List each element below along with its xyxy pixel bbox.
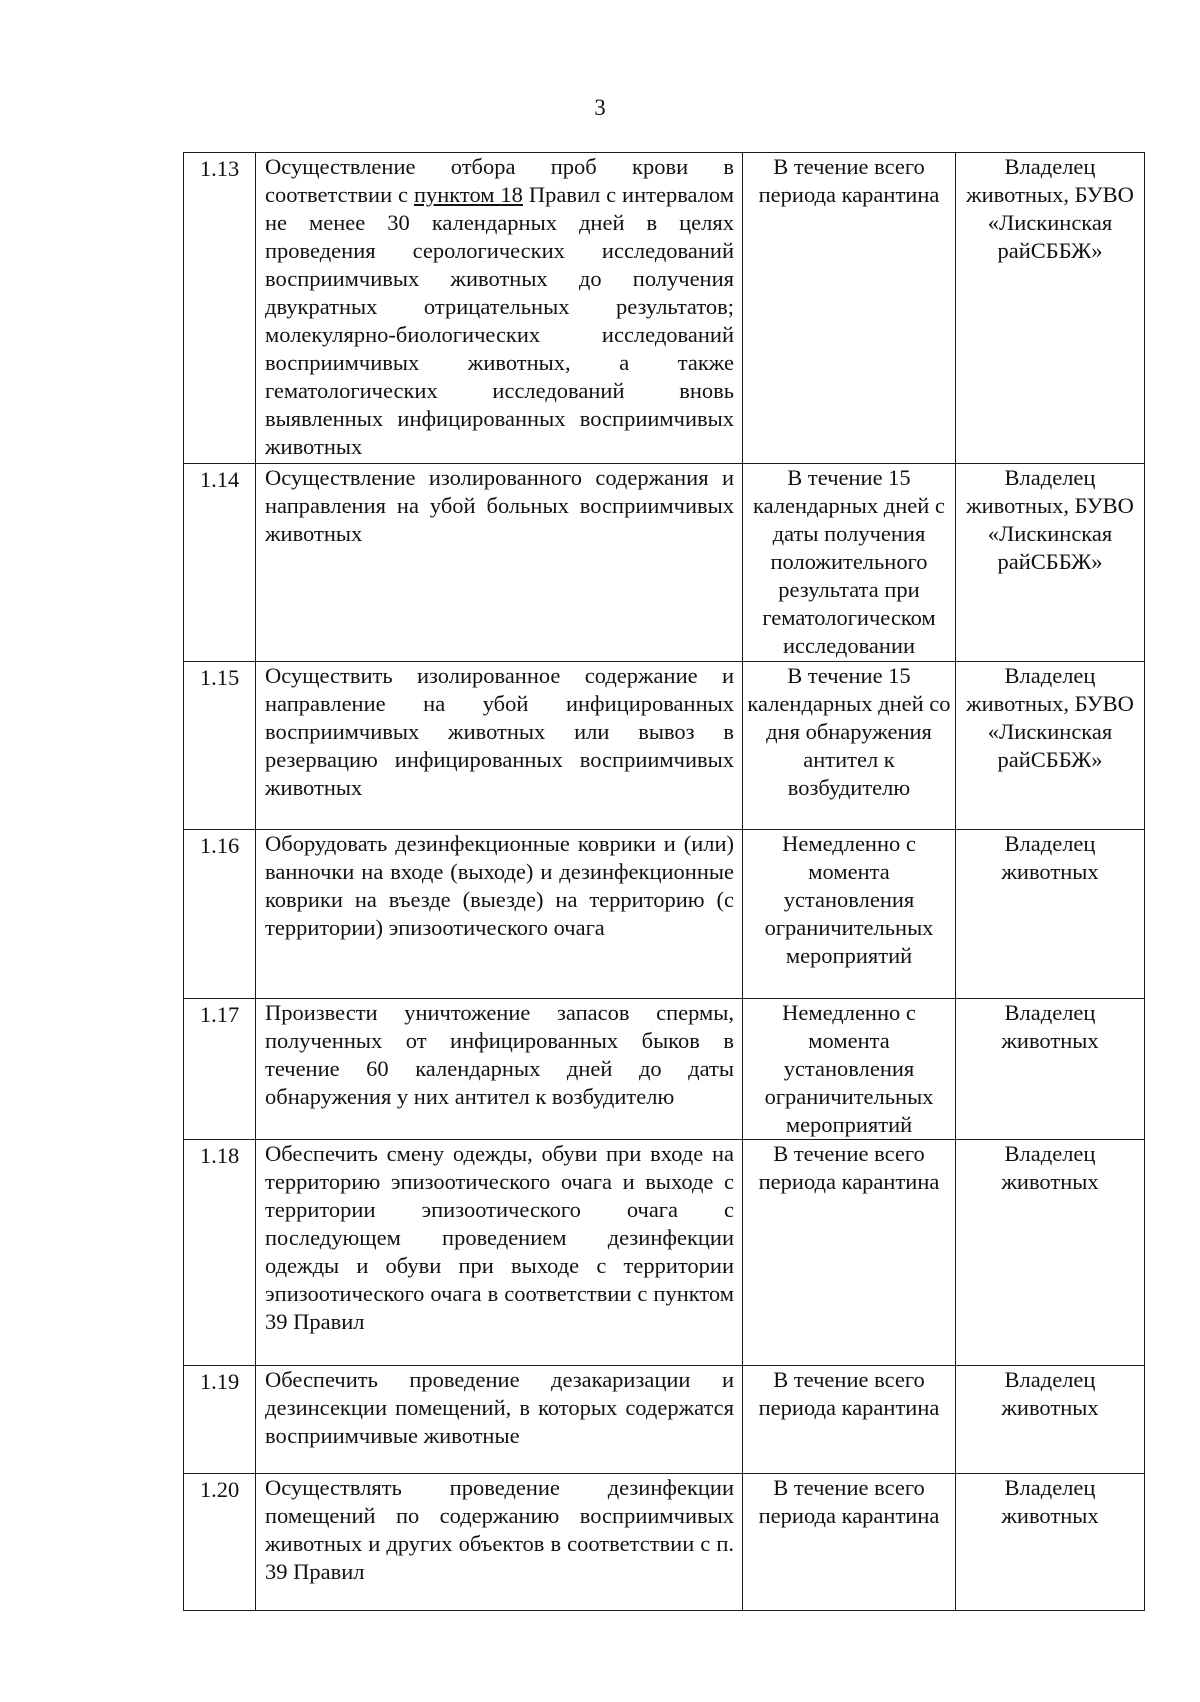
table-row: [184, 1140, 1145, 1366]
table-row: [184, 662, 1145, 830]
term-cell: В течение всего периода карантина: [743, 1474, 956, 1611]
measures-table: [183, 152, 1145, 1611]
action-cell: Оборудовать дезинфекционные коврики и (или) ванночки на входе (выходе) и дезинфекционные коврики на въезде (выезде) на территорию (с территории) эпизоотического очага: [256, 830, 743, 999]
term-cell: В течение всего периода карантина: [743, 153, 956, 464]
responsible-cell: Владелец животных: [956, 1140, 1145, 1366]
table-row: [184, 464, 1145, 662]
action-text: [265, 153, 734, 461]
action-text-end: Правил с интервалом не менее 30 календарных дней в целях проведения серологических исследований восприимчивых животных до получения двукратных отрицательных результатов; молекулярно-биологических исследований восприимчивых животных, а также гематологических исследований вновь выявленных инфицированных восприимчивых животных: [265, 182, 734, 459]
table-row: [184, 153, 1145, 464]
responsible-cell: Владелец животных: [956, 999, 1145, 1140]
action-cell: [256, 153, 743, 464]
row-number: 1.14: [184, 464, 256, 662]
responsible-cell: Владелец животных: [956, 830, 1145, 999]
responsible-cell: Владелец животных, БУВО «Лискинская райСББЖ»: [956, 153, 1145, 464]
term-cell: Немедленно с момента установления ограничительных мероприятий: [743, 830, 956, 999]
term-cell: В течение всего периода карантина: [743, 1366, 956, 1474]
row-number: 1.18: [184, 1140, 256, 1366]
responsible-cell: Владелец животных: [956, 1366, 1145, 1474]
rule-reference-link[interactable]: пунктом 18: [413, 182, 523, 207]
table-row: [184, 1366, 1145, 1474]
table-row: [184, 1474, 1145, 1611]
term-cell: В течение 15 календарных дней с даты получения положительного результата при гематологическом исследовании: [743, 464, 956, 662]
action-cell: Обеспечить смену одежды, обуви при входе на территорию эпизоотического очага и выходе с территории эпизоотического очага с последующем проведением дезинфекции одежды и обуви при выходе с территории эпизоотического очага в соответствии с пунктом 39 Правил: [256, 1140, 743, 1366]
action-cell: Осуществлять проведение дезинфекции помещений по содержанию восприимчивых животных и других объектов в соответствии с п. 39 Правил: [256, 1474, 743, 1611]
term-cell: В течение всего периода карантина: [743, 1140, 956, 1366]
action-cell: Осуществление изолированного содержания и направления на убой больных восприимчивых животных: [256, 464, 743, 662]
responsible-cell: Владелец животных, БУВО «Лискинская райСББЖ»: [956, 464, 1145, 662]
row-number: 1.20: [184, 1474, 256, 1611]
term-cell: Немедленно с момента установления ограничительных мероприятий: [743, 999, 956, 1140]
responsible-cell: Владелец животных: [956, 1474, 1145, 1611]
row-number: 1.13: [184, 153, 256, 464]
row-number: 1.16: [184, 830, 256, 999]
row-number: 1.17: [184, 999, 256, 1140]
row-number: 1.15: [184, 662, 256, 830]
term-cell: В течение 15 календарных дней со дня обнаружения антител к возбудителю: [743, 662, 956, 830]
table-row: [184, 999, 1145, 1140]
action-cell: Осуществить изолированное содержание и направление на убой инфицированных восприимчивых животных или вывоз в резервацию инфицированных восприимчивых животных: [256, 662, 743, 830]
action-text-start: Осуществление отбора проб крови в соответствии с: [265, 154, 734, 207]
table-row: [184, 830, 1145, 999]
action-cell: Произвести уничтожение запасов спермы, полученных от инфицированных быков в течение 60 календарных дней до даты обнаружения у них антител к возбудителю: [256, 999, 743, 1140]
responsible-cell: Владелец животных, БУВО «Лискинская райСББЖ»: [956, 662, 1145, 830]
action-cell: Обеспечить проведение дезакаризации и дезинсекции помещений, в которых содержатся восприимчивые животные: [256, 1366, 743, 1474]
row-number: 1.19: [184, 1366, 256, 1474]
page-number: 3: [594, 95, 606, 120]
